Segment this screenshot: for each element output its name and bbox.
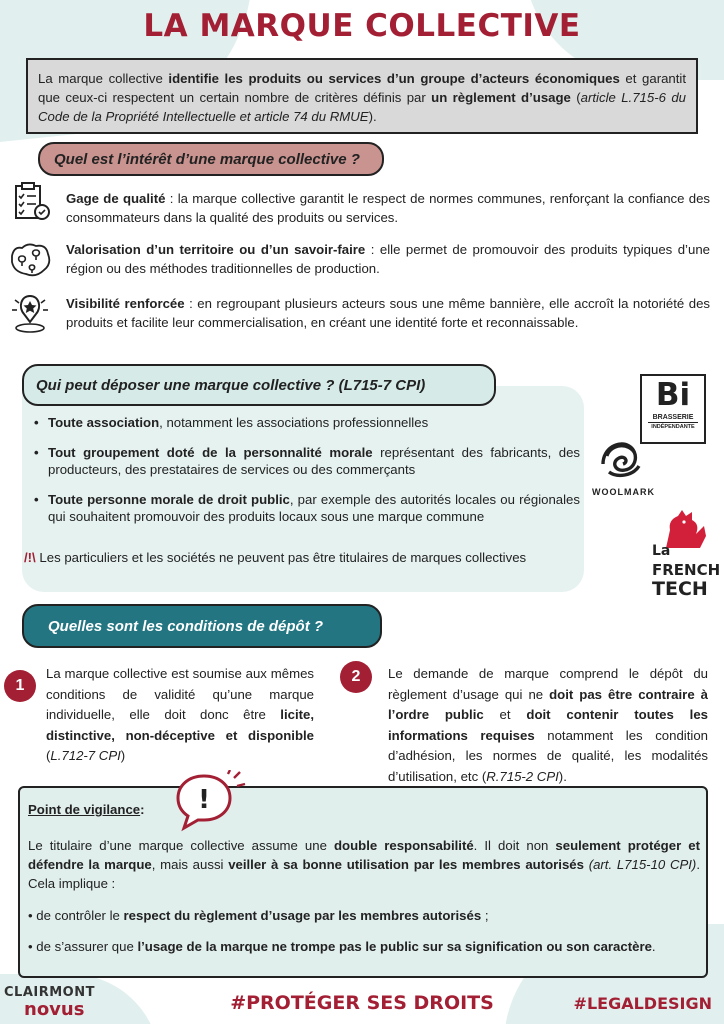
intro-box: [26, 58, 698, 134]
list-item: [32, 414, 580, 431]
who-list: [32, 414, 580, 538]
vigilance-text: • de contrôler le: [28, 908, 124, 923]
page-title: LA MARQUE COLLECTIVE: [143, 8, 581, 44]
benefit-label: Gage de qualité: [66, 191, 166, 206]
step-bold: doit contenir toutes les informations requises: [388, 707, 709, 743]
vigilance-citation: (art. L715-10 CPI): [588, 857, 697, 872]
vigilance-text: . Cela implique :: [28, 857, 700, 891]
benefit-territory: [66, 241, 710, 278]
logo-line2: novus: [24, 999, 85, 1020]
step-text: et: [483, 707, 527, 723]
list-item-text: , par exemple des autorités locales ou régionales qui souhaitent promouvoir des produits locaux sous une marque commune: [48, 492, 580, 524]
bi-logo-line2: INDÉPENDANTE: [648, 422, 698, 431]
list-item-text: représentant des fabricants, des producteurs, des prestataires de services ou des commerçants: [48, 445, 581, 477]
benefit-text: : la marque collective garantit le respect de normes communes, renforçant la confiance des consommateurs dans la qualité des produits ou services.: [66, 191, 711, 225]
visibility-star-pin-icon: [8, 292, 52, 336]
intro-text: ).: [368, 109, 377, 124]
list-item-text: , notamment les associations professionnelles: [159, 415, 429, 430]
list-item: [32, 444, 580, 478]
step-text: ): [120, 748, 126, 764]
ft-french: FRENCH: [652, 561, 721, 579]
section-heading-conditions: Quelles sont les conditions de dépôt ?: [22, 604, 382, 648]
step-number-1: 1: [4, 670, 36, 702]
list-item-bold: Toute association: [48, 415, 160, 430]
benefit-visibility: [66, 295, 710, 332]
vigilance-bold: veiller à sa bonne utilisation par les membres autorisés: [228, 857, 584, 872]
section-heading-who: Qui peut déposer une marque collective ? (L715-7 CPI): [22, 364, 496, 406]
step-text: La marque collective est soumise aux mêmes conditions de validité qu’une marque individuelle, elle doit donc être: [46, 666, 314, 723]
brasserie-independante-logo: [640, 374, 706, 444]
step-bold: licite, distinctive, non-déceptive et disponible: [46, 707, 314, 743]
ft-la: La: [652, 543, 671, 559]
vigilance-bold: seulement protéger et défendre la marque: [28, 838, 700, 872]
intro-text: et garantit que ceux-ci respectent un certain nombre de critères définis par: [38, 71, 687, 105]
warning-icon: /!\: [24, 550, 36, 565]
vigilance-title-suffix: :: [140, 802, 145, 817]
french-tech-wordmark: [652, 542, 720, 599]
footer-hashtag-center: #PROTÉGER SES DROITS: [230, 992, 494, 1014]
benefit-text: : en regroupant plusieurs acteurs sous une même bannière, elle accroît la notoriété des produits et facilite leur commercialisation, en créant une identité forte et reconnaissable.: [66, 296, 711, 330]
ft-tech: TECH: [652, 578, 708, 600]
intro-bold: un règlement d’usage: [431, 90, 571, 105]
vigilance-text: .: [651, 939, 656, 954]
vigilance-text: • de s’assurer que: [28, 939, 138, 954]
benefit-label: Visibilité renforcée: [66, 296, 185, 311]
list-item-bold: Toute personne morale de droit public: [48, 492, 290, 507]
step-text: ).: [558, 768, 567, 784]
vigilance-bullet-1: [28, 906, 700, 925]
vigilance-text: Le titulaire d’une marque collective assume une: [28, 838, 334, 853]
woolmark-label: WOOLMARK: [592, 487, 655, 497]
warning-text: Les particuliers et les sociétés ne peuvent pas être titulaires de marques collectives: [35, 550, 527, 565]
list-item: [32, 491, 580, 525]
intro-text: La marque collective: [38, 71, 169, 86]
bi-logo-line1: BRASSERIE: [652, 414, 694, 421]
step-bold: doit pas être contraire à l’ordre public: [388, 686, 708, 723]
step-text: (: [46, 748, 51, 764]
vigilance-bold: double responsabilité: [333, 838, 474, 853]
alert-glyph: !: [198, 785, 210, 815]
vigilance-title-text: Point de vigilance: [28, 802, 141, 817]
footer-hashtag-right: #LEGALDESIGN: [573, 994, 712, 1013]
benefit-text: : elle permet de promouvoir des produits typiques d’une région ou des méthodes traditionnelles de production.: [66, 242, 710, 276]
vigilance-title: [28, 802, 145, 817]
step-1-text: [46, 664, 314, 767]
alert-speech-bubble-icon: [170, 770, 248, 832]
checklist-icon: [8, 182, 52, 226]
intro-bold: identifie les produits ou services d’un groupe d’acteurs économiques: [168, 71, 620, 86]
vigilance-paragraph: [28, 836, 700, 893]
woolmark-swirl-icon: [599, 438, 645, 480]
vigilance-bullet-2: [28, 937, 700, 956]
step-text: Le demande de marque comprend le dépôt du règlement d’usage qui ne: [388, 666, 708, 702]
vigilance-text: ;: [481, 908, 489, 923]
benefit-label: Valorisation d’un territoire ou d’un savoir-faire: [66, 242, 366, 257]
intro-citation: article L.715-6 du Code de la Propriété Intellectuelle et article 74 du RMUE: [38, 90, 686, 124]
woolmark-logo: [592, 438, 655, 502]
step-number-2: 2: [340, 661, 372, 693]
intro-text: (: [570, 90, 581, 105]
benefit-quality: [66, 190, 710, 227]
bi-logo-mark: Bi: [655, 377, 691, 413]
step-citation: L.712-7 CPI: [50, 748, 121, 764]
step-2-text: [388, 664, 708, 788]
warning-note: [24, 549, 580, 566]
step-text: notamment les condition d’adhésion, les normes de qualité, les modalités d’utilisation, etc (: [388, 727, 708, 784]
logo-line1: CLAIRMONT: [4, 985, 95, 1000]
vigilance-text: . Il doit non: [473, 838, 556, 853]
map-pins-icon: [8, 236, 52, 280]
vigilance-bold: l’usage de la marque ne trompe pas le public sur sa signification ou son caractère: [137, 939, 652, 954]
vigilance-bold: respect du règlement d’usage par les membres autorisés: [123, 908, 482, 923]
la-french-tech-logo: [648, 510, 721, 606]
vigilance-text: , mais aussi: [151, 857, 229, 872]
section-heading-interest: Quel est l’intérêt d’une marque collective ?: [38, 142, 384, 176]
step-citation: R.715-2 CPI: [486, 768, 559, 784]
list-item-bold: Tout groupement doté de la personnalité morale: [48, 445, 373, 460]
